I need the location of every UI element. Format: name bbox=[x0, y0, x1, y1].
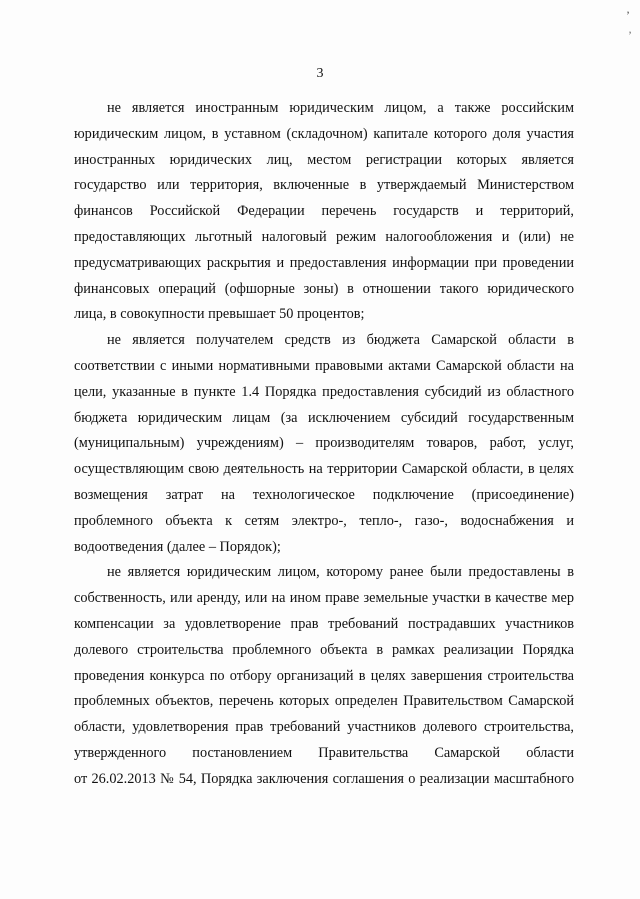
text-line: цели, указанные в пункте 1.4 Порядка предоставления субсидий из областного bbox=[74, 383, 574, 400]
text-line: не является получателем средств из бюджета Самарской области в bbox=[107, 332, 574, 349]
corner-mark: ’ bbox=[628, 28, 632, 42]
text-line: бюджета юридическим лицам (за исключением субсидий государственным bbox=[74, 409, 574, 426]
text-line: от 26.02.2013 № 54, Порядка заключения соглашения о реализации масштабного bbox=[74, 770, 574, 787]
text-line: собственность, или аренду, или на ином праве земельные участки в качестве мер bbox=[74, 590, 574, 607]
text-line: соответствии с иными нормативными правовыми актами Самарской области на bbox=[74, 357, 574, 374]
text-line: иностранных юридических лиц, местом регистрации которых является bbox=[74, 151, 574, 168]
text-line: не является юридическим лицом, которому ранее были предоставлены в bbox=[107, 564, 574, 581]
text-line: государство или территория, включенные в утверждаемый Министерством bbox=[74, 177, 574, 194]
text-line: возмещения затрат на технологическое подключение (присоединение) bbox=[74, 486, 574, 503]
text-line: водоотведения (далее – Порядок); bbox=[74, 538, 281, 555]
text-line: компенсации за удовлетворение прав требований пострадавших участников bbox=[74, 615, 574, 632]
text-line: утвержденного постановлением Правительства Самарской области bbox=[74, 744, 574, 761]
text-line: не является иностранным юридическим лицом, а также российским bbox=[107, 100, 574, 116]
document-body bbox=[74, 96, 574, 793]
text-line: лица, в совокупности превышает 50 процентов; bbox=[74, 306, 365, 323]
paragraph bbox=[74, 560, 574, 792]
text-line: осуществляющим свою деятельность на территории Самарской области, в целях bbox=[74, 461, 574, 478]
text-line: проблемных объектов, перечень которых определен Правительством Самарской bbox=[74, 693, 574, 710]
corner-mark: ’ bbox=[626, 8, 630, 22]
text-line: юридическим лицом, в уставном (складочном) капитале которого доля участия bbox=[74, 125, 574, 142]
text-line: проблемного объекта к сетям электро-, тепло-, газо-, водоснабжения и bbox=[74, 512, 574, 529]
text-line: области, удовлетворения прав требований участников долевого строительства, bbox=[74, 719, 574, 736]
text-line: финансовых операций (офшорные зоны) в отношении такого юридического bbox=[74, 280, 574, 297]
text-line: (муниципальным) учреждениям) – производителям товаров, работ, услуг, bbox=[74, 435, 574, 452]
text-line: долевого строительства проблемного объекта в рамках реализации Порядка bbox=[74, 641, 574, 658]
paragraph bbox=[74, 96, 574, 328]
paragraph bbox=[74, 328, 574, 560]
text-line: предусматривающих раскрытия и предоставления информации при проведении bbox=[74, 254, 574, 271]
text-line: проведения конкурса по отбору организаций в целях завершения строительства bbox=[74, 667, 574, 684]
text-line: предоставляющих льготный налоговый режим налогообложения и (или) не bbox=[74, 228, 574, 245]
text-line: финансов Российской Федерации перечень государств и территорий, bbox=[74, 203, 574, 220]
page-number: 3 bbox=[316, 66, 324, 81]
